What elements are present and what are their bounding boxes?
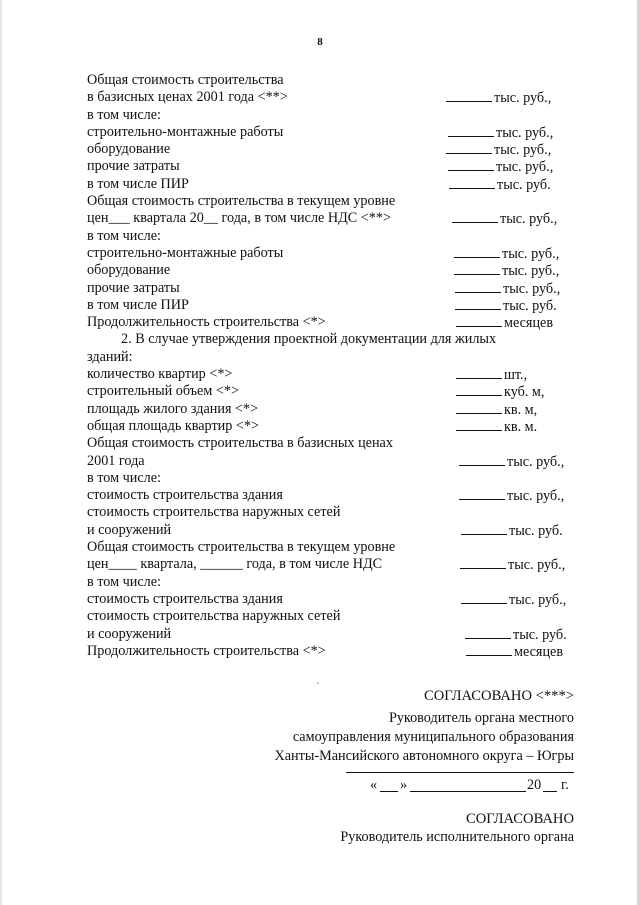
row-label: зданий:	[87, 348, 133, 365]
row-unit: тыс. руб.,	[502, 245, 560, 262]
row-value	[456, 314, 553, 332]
fill-in-blank	[448, 158, 494, 171]
fill-in-blank	[449, 176, 495, 189]
row-unit: тыс. руб.,	[503, 280, 561, 297]
fill-in-blank	[446, 141, 492, 154]
row-value	[459, 487, 564, 505]
form-row	[0, 349, 640, 366]
row-unit: тыс. руб.	[513, 626, 567, 643]
form-row	[0, 297, 640, 314]
row-label: 2001 года	[87, 452, 145, 469]
form-row	[0, 626, 640, 643]
row-label: строительный объем <*>	[87, 383, 239, 400]
form-row	[0, 453, 640, 470]
row-label: оборудование	[87, 262, 171, 279]
form-row	[0, 366, 640, 383]
form-row	[0, 539, 640, 556]
row-value	[465, 626, 567, 644]
row-value	[448, 158, 553, 176]
row-unit: месяцев	[504, 315, 554, 332]
row-label: Продолжительность строительства <*>	[87, 314, 326, 331]
row-label: 2. В случае утверждения проектной документации для жилых	[121, 331, 497, 348]
row-value	[454, 262, 559, 280]
fill-in-blank	[461, 591, 507, 604]
form-row	[0, 245, 640, 262]
row-label: в том числе:	[87, 106, 161, 123]
date-day-blank	[380, 791, 398, 792]
row-unit: тыс. руб.,	[508, 557, 566, 574]
approval-position-line-1: Руководитель органа местного	[388, 710, 574, 726]
form-row	[0, 193, 640, 210]
row-label: стоимость строительства здания	[87, 487, 283, 504]
form-row	[0, 522, 640, 539]
signature-line	[346, 772, 574, 773]
form-row	[0, 72, 640, 89]
row-label: строительно-монтажные работы	[87, 244, 284, 261]
form-row	[0, 418, 640, 435]
form-row	[0, 608, 640, 625]
date-year-suffix: г.	[561, 777, 569, 793]
form-row	[0, 470, 640, 487]
fill-in-blank	[455, 280, 501, 293]
form-row	[0, 210, 640, 227]
row-unit: тыс. руб.	[497, 176, 551, 193]
approval-heading-1: СОГЛАСОВАНО <***>	[423, 688, 574, 704]
row-value	[455, 297, 557, 315]
form-row	[0, 158, 640, 175]
row-unit: месяцев	[514, 643, 564, 660]
form-row	[0, 228, 640, 245]
approval-position-line-4: Руководитель исполнительного органа	[340, 829, 574, 845]
row-value	[455, 280, 560, 298]
row-label: в базисных ценах 2001 года <**>	[87, 89, 288, 106]
row-label: стоимость строительства наружных сетей	[87, 504, 341, 521]
fill-in-blank	[446, 89, 492, 102]
fill-in-blank	[448, 124, 494, 137]
form-row	[0, 487, 640, 504]
row-label: площадь жилого здания <*>	[87, 400, 259, 417]
form-row	[0, 124, 640, 141]
row-value	[454, 245, 559, 263]
row-label: строительно-монтажные работы	[87, 123, 284, 140]
form-row	[0, 107, 640, 124]
row-value	[448, 124, 553, 142]
row-unit: тыс. руб.,	[496, 159, 554, 176]
row-value	[449, 176, 551, 194]
row-unit: тыс. руб.	[509, 522, 563, 539]
row-label: количество квартир <*>	[87, 366, 233, 383]
row-label: в том числе:	[87, 469, 161, 486]
date-quote-open: «	[370, 777, 378, 793]
row-label: Общая стоимость строительства в текущем уровне	[87, 539, 396, 556]
fill-in-blank	[455, 297, 501, 310]
date-year-blank	[543, 791, 557, 792]
row-label: прочие затраты	[87, 279, 180, 296]
cost-rows	[0, 72, 640, 660]
row-label: цен___ квартала 20__ года, в том числе НДС <**>	[87, 210, 391, 227]
form-row	[0, 176, 640, 193]
form-row	[0, 89, 640, 106]
row-value	[456, 366, 527, 384]
row-label: стоимость строительства здания	[87, 590, 283, 607]
row-unit: тыс. руб.,	[496, 124, 554, 141]
row-value	[466, 643, 563, 661]
form-row	[0, 331, 640, 348]
form-row	[0, 401, 640, 418]
row-label: Продолжительность строительства <*>	[87, 642, 326, 659]
row-unit: тыс. руб.,	[507, 453, 565, 470]
row-label: оборудование	[87, 141, 171, 158]
row-unit: шт.,	[504, 367, 528, 384]
row-label: в том числе ПИР	[87, 175, 189, 192]
row-value	[461, 522, 563, 540]
approval-heading-2: СОГЛАСОВАНО	[465, 811, 574, 827]
fill-in-blank	[456, 314, 502, 327]
date-month-blank	[410, 791, 526, 792]
row-label: стоимость строительства наружных сетей	[87, 608, 341, 625]
form-row	[0, 314, 640, 331]
form-row	[0, 643, 640, 660]
row-unit: тыс. руб.,	[507, 488, 565, 505]
row-label: и сооружений	[87, 625, 172, 642]
row-unit: тыс. руб.,	[500, 211, 558, 228]
row-value	[456, 401, 537, 419]
row-unit: тыс. руб.,	[494, 90, 552, 107]
row-unit: кв. м.	[504, 418, 538, 435]
row-value	[452, 210, 557, 228]
row-value	[460, 556, 565, 574]
row-value	[446, 89, 551, 107]
date-year-prefix: 20	[527, 777, 542, 793]
form-row	[0, 504, 640, 521]
row-unit: куб. м,	[504, 384, 545, 401]
form-row	[0, 435, 640, 452]
fill-in-blank	[459, 487, 505, 500]
row-value	[461, 591, 566, 609]
row-label: общая площадь квартир <*>	[87, 417, 259, 434]
row-label: в том числе:	[87, 573, 161, 590]
row-label: в том числе:	[87, 227, 161, 244]
form-row	[0, 262, 640, 279]
row-unit: тыс. руб.,	[502, 263, 560, 280]
approval-position-line-3: Ханты-Мансийского автономного округа – Югры	[274, 748, 574, 764]
fill-in-blank	[465, 626, 511, 639]
fill-in-blank	[456, 383, 502, 396]
row-label: цен____ квартала, ______ года, в том числе НДС	[87, 556, 383, 573]
row-unit: тыс. руб.,	[494, 142, 552, 159]
row-value	[456, 418, 537, 436]
fill-in-blank	[456, 418, 502, 431]
row-value	[446, 141, 551, 159]
approval-position-line-2: самоуправления муниципального образования	[292, 729, 574, 745]
row-value	[459, 453, 564, 471]
row-unit: тыс. руб.	[503, 297, 557, 314]
scan-speck	[317, 682, 319, 684]
form-row	[0, 141, 640, 158]
form-row	[0, 574, 640, 591]
row-label: и сооружений	[87, 521, 172, 538]
form-row	[0, 591, 640, 608]
row-unit: кв. м,	[504, 401, 538, 418]
row-unit: тыс. руб.,	[509, 591, 567, 608]
date-quote-close: »	[400, 777, 408, 793]
page-number: 8	[317, 36, 323, 48]
fill-in-blank	[460, 556, 506, 569]
form-row	[0, 556, 640, 573]
fill-in-blank	[454, 245, 500, 258]
row-label: Общая стоимость строительства	[87, 72, 284, 88]
form-row	[0, 280, 640, 297]
row-label: прочие затраты	[87, 158, 180, 175]
row-label: в том числе ПИР	[87, 296, 189, 313]
fill-in-blank	[459, 453, 505, 466]
fill-in-blank	[466, 643, 512, 656]
fill-in-blank	[461, 522, 507, 535]
fill-in-blank	[454, 262, 500, 275]
fill-in-blank	[456, 401, 502, 414]
fill-in-blank	[456, 366, 502, 379]
row-label: Общая стоимость строительства в текущем уровне	[87, 193, 396, 210]
form-row	[0, 383, 640, 400]
fill-in-blank	[452, 210, 498, 223]
row-label: Общая стоимость строительства в базисных ценах	[87, 435, 393, 452]
row-value	[456, 383, 544, 401]
